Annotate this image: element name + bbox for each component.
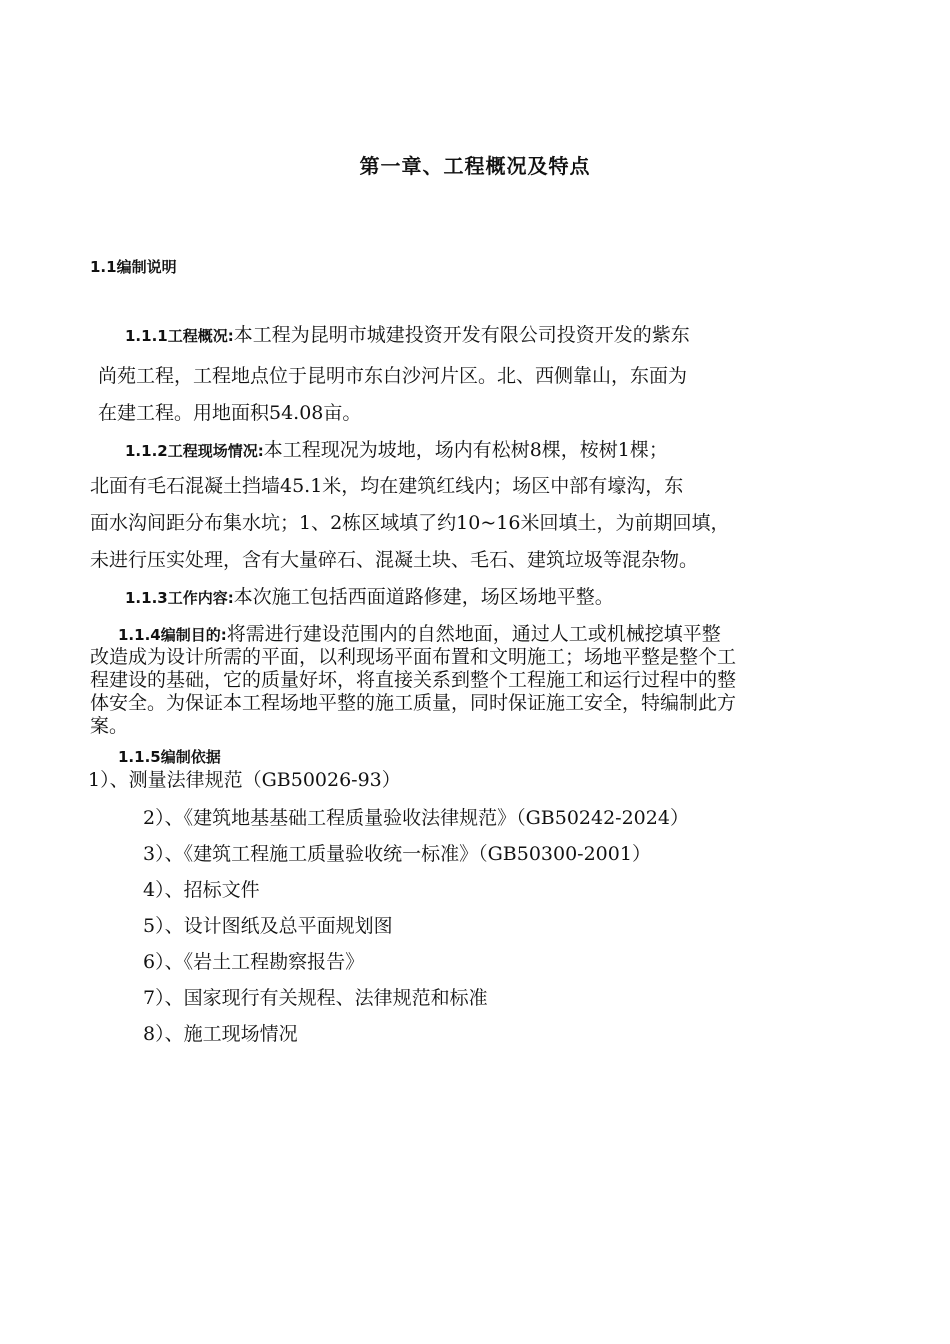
paragraph-purpose-line-1 — [118, 623, 721, 646]
basis-label: 1.1.5编制依据 — [118, 748, 221, 766]
basis-item-7: 7）、国家现行有关规程、法律规范和标准 — [143, 987, 488, 1009]
work-text: 本次施工包括西面道路修建，场区场地平整。 — [233, 586, 614, 608]
basis-item-4: 4）、招标文件 — [143, 879, 260, 901]
basis-item-5: 5）、设计图纸及总平面规划图 — [143, 915, 393, 937]
paragraph-overview-line-3: 在建工程。用地面积54.08亩。 — [98, 402, 362, 424]
basis-heading — [118, 744, 221, 769]
paragraph-purpose-line-2: 改造成为设计所需的平面，以利现场平面布置和文明施工；场地平整是整个工 — [90, 646, 737, 668]
paragraph-site-line-2: 北面有毛石混凝土挡墙45.1米，均在建筑红线内；场区中部有壕沟，东 — [90, 475, 684, 497]
paragraph-overview-line-1 — [125, 323, 690, 348]
paragraph-purpose-line-5: 案。 — [90, 715, 129, 737]
basis-item-3: 3）、《建筑工程施工质量验收统一标准》（GB50300-2001） — [143, 843, 651, 865]
chapter-title: 第一章、工程概况及特点 — [359, 154, 591, 178]
basis-item-1: 1）、测量法律规范（GB50026-93） — [88, 769, 401, 791]
paragraph-purpose-line-4: 体安全。为保证本工程场地平整的施工质量，同时保证施工安全，特编制此方 — [90, 692, 737, 714]
paragraph-site-line-3: 面水沟间距分布集水坑；1、2栋区域填了约10~16米回填土，为前期回填， — [90, 512, 730, 534]
work-label: 1.1.3工作内容: — [125, 589, 234, 607]
basis-item-2: 2）、《建筑地基基础工程质量验收法律规范》（GB50242-2024） — [143, 807, 689, 829]
purpose-text: 将需进行建设范围内的自然地面，通过人工或机械挖填平整 — [226, 623, 721, 645]
overview-text: 本工程为昆明市城建投资开发有限公司投资开发的紫东 — [233, 324, 690, 346]
section-title: 1.1编制说明 — [90, 258, 177, 276]
paragraph-site-line-1 — [125, 438, 668, 463]
paragraph-site-line-4: 未进行压实处理，含有大量碎石、混凝土块、毛石、建筑垃圾等混杂物。 — [90, 549, 699, 571]
site-label: 1.1.2工程现场情况: — [125, 442, 264, 460]
site-text: 本工程现况为坡地，场内有松树8棵，桉树1棵； — [263, 439, 668, 461]
paragraph-overview-line-2: 尚苑工程，工程地点位于昆明市东白沙河片区。北、西侧靠山，东面为 — [98, 365, 688, 387]
paragraph-work-line-1 — [125, 585, 614, 610]
paragraph-purpose-line-3: 程建设的基础，它的质量好坏，将直接关系到整个工程施工和运行过程中的整 — [90, 669, 737, 691]
purpose-label: 1.1.4编制目的: — [118, 626, 227, 644]
overview-label: 1.1.1工程概况: — [125, 327, 234, 345]
basis-item-8: 8）、施工现场情况 — [143, 1023, 298, 1045]
basis-item-6: 6）、《岩土工程勘察报告》 — [143, 951, 365, 973]
